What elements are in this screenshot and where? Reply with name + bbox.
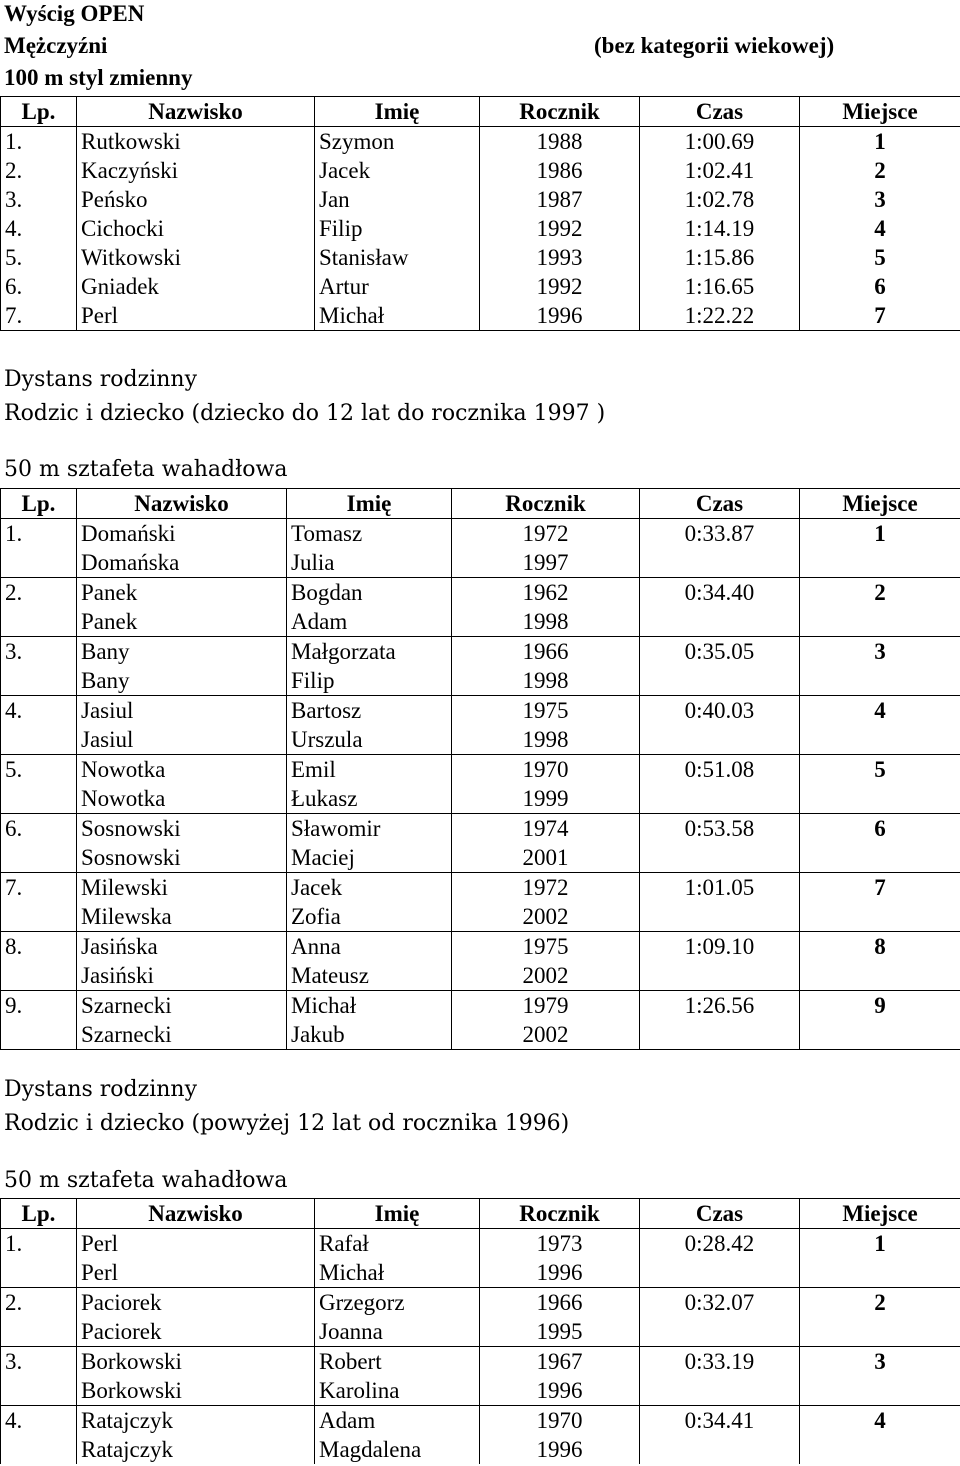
time: 0:35.05 [640, 637, 800, 667]
place-empty [800, 1258, 960, 1288]
lp-empty [1, 1376, 77, 1406]
surname: Witkowski [77, 243, 315, 272]
time-empty [640, 725, 800, 755]
surname-parent: Jasiul [77, 696, 287, 726]
table-row [1, 185, 960, 214]
table-row [1, 1406, 960, 1436]
year-parent: 1966 [480, 1288, 640, 1318]
lp: 1. [1, 1229, 77, 1259]
col-year: Rocznik [480, 97, 640, 127]
lp-empty [1, 784, 77, 814]
lp: 7. [1, 873, 77, 903]
place: 2 [800, 156, 960, 185]
lp-empty [1, 607, 77, 637]
year: 1987 [480, 185, 640, 214]
lp-empty [1, 902, 77, 932]
year-child: 1995 [480, 1317, 640, 1347]
year-child: 1996 [480, 1258, 640, 1288]
time: 0:53.58 [640, 814, 800, 844]
first-name-child: Joanna [315, 1317, 480, 1347]
place: 8 [800, 932, 960, 962]
place: 4 [800, 1406, 960, 1436]
col-name: Imię [315, 1199, 480, 1229]
lp: 5. [1, 243, 77, 272]
year-parent: 1967 [480, 1347, 640, 1377]
lp: 6. [1, 814, 77, 844]
year-parent: 1979 [452, 991, 640, 1021]
first-name: Szymon [315, 127, 480, 157]
first-name: Artur [315, 272, 480, 301]
table-row [1, 156, 960, 185]
time: 0:33.87 [640, 519, 800, 549]
place-empty [800, 1317, 960, 1347]
first-name-child: Zofia [287, 902, 452, 932]
surname-parent: Borkowski [77, 1347, 315, 1377]
year-child: 2002 [452, 961, 640, 991]
place: 2 [800, 1288, 960, 1318]
first-name: Michał [315, 301, 480, 331]
lp: 2. [1, 1288, 77, 1318]
event-title: 100 m styl zmienny [4, 65, 193, 90]
race-title: Wyścig OPEN [4, 1, 145, 26]
category-note: (bez kategorii wiekowej) [594, 33, 835, 58]
table-row-child [1, 725, 960, 755]
col-surname: Nazwisko [77, 1199, 315, 1229]
surname-child: Domańska [77, 548, 287, 578]
place-empty [800, 607, 960, 637]
family1-event: 50 m sztafeta wahadłowa [4, 457, 288, 482]
year-child: 2002 [452, 902, 640, 932]
table-row [1, 991, 960, 1021]
surname-child: Borkowski [77, 1376, 315, 1406]
family1-subtitle: Rodzic i dziecko (dziecko do 12 lat do rocznika 1997 ) [4, 401, 606, 426]
table-row [1, 578, 960, 608]
place: 7 [800, 873, 960, 903]
time-empty [640, 961, 800, 991]
table-row [1, 127, 960, 157]
surname: Cichocki [77, 214, 315, 243]
lp-empty [1, 961, 77, 991]
place-empty [800, 1435, 960, 1464]
col-name: Imię [315, 97, 480, 127]
lp-empty [1, 1317, 77, 1347]
surname-parent: Sosnowski [77, 814, 287, 844]
time: 0:51.08 [640, 755, 800, 785]
time: 1:02.78 [640, 185, 800, 214]
col-lp: Lp. [1, 97, 77, 127]
open-results-table [0, 96, 960, 331]
time: 0:34.41 [640, 1406, 800, 1436]
time: 0:33.19 [640, 1347, 800, 1377]
first-name-parent: Emil [287, 755, 452, 785]
table-row [1, 1288, 960, 1318]
first-name: Filip [315, 214, 480, 243]
lp-empty [1, 843, 77, 873]
time-empty [640, 1376, 800, 1406]
time-empty [640, 843, 800, 873]
year: 1996 [480, 301, 640, 331]
time: 1:16.65 [640, 272, 800, 301]
table-row [1, 696, 960, 726]
first-name-child: Michał [315, 1258, 480, 1288]
surname-parent: Ratajczyk [77, 1406, 315, 1436]
table-row-child [1, 1376, 960, 1406]
surname-child: Nowotka [77, 784, 287, 814]
col-time: Czas [640, 97, 800, 127]
table-row-child [1, 843, 960, 873]
first-name-parent: Rafał [315, 1229, 480, 1259]
time-empty [640, 1435, 800, 1464]
table-row-child [1, 1020, 960, 1050]
year-child: 1999 [452, 784, 640, 814]
surname-child: Ratajczyk [77, 1435, 315, 1464]
first-name-child: Maciej [287, 843, 452, 873]
lp-empty [1, 1435, 77, 1464]
first-name-child: Jakub [287, 1020, 452, 1050]
first-name-parent: Jacek [287, 873, 452, 903]
lp: 1. [1, 127, 77, 157]
lp: 3. [1, 1347, 77, 1377]
place: 3 [800, 1347, 960, 1377]
table-row-child [1, 548, 960, 578]
time: 1:14.19 [640, 214, 800, 243]
year-child: 2002 [452, 1020, 640, 1050]
year: 1992 [480, 272, 640, 301]
year: 1988 [480, 127, 640, 157]
place-empty [800, 725, 960, 755]
first-name-parent: Sławomir [287, 814, 452, 844]
first-name-parent: Bartosz [287, 696, 452, 726]
first-name-child: Łukasz [287, 784, 452, 814]
lp: 7. [1, 301, 77, 331]
surname-child: Sosnowski [77, 843, 287, 873]
place: 1 [800, 127, 960, 157]
table-row [1, 214, 960, 243]
year-parent: 1973 [480, 1229, 640, 1259]
time-empty [640, 607, 800, 637]
first-name-child: Mateusz [287, 961, 452, 991]
surname-child: Bany [77, 666, 287, 696]
table-row [1, 873, 960, 903]
table-row-child [1, 1435, 960, 1464]
first-name-child: Adam [287, 607, 452, 637]
table-row-child [1, 1317, 960, 1347]
lp-empty [1, 1020, 77, 1050]
surname-parent: Domański [77, 519, 287, 549]
surname: Perl [77, 301, 315, 331]
first-name-parent: Małgorzata [287, 637, 452, 667]
time: 0:32.07 [640, 1288, 800, 1318]
col-surname: Nazwisko [77, 489, 287, 519]
lp: 2. [1, 156, 77, 185]
time: 1:26.56 [640, 991, 800, 1021]
year-child: 1997 [452, 548, 640, 578]
surname: Kaczyński [77, 156, 315, 185]
lp: 4. [1, 214, 77, 243]
time: 1:00.69 [640, 127, 800, 157]
year-parent: 1975 [452, 696, 640, 726]
first-name-parent: Michał [287, 991, 452, 1021]
time-empty [640, 784, 800, 814]
surname-child: Paciorek [77, 1317, 315, 1347]
col-surname: Nazwisko [77, 97, 315, 127]
place-empty [800, 902, 960, 932]
table-row-child [1, 607, 960, 637]
family2-subtitle: Rodzic i dziecko (powyżej 12 lat od rocznika 1996) [4, 1111, 570, 1136]
lp: 3. [1, 185, 77, 214]
year-parent: 1975 [452, 932, 640, 962]
col-time: Czas [640, 1199, 800, 1229]
first-name-child: Julia [287, 548, 452, 578]
surname-parent: Jasińska [77, 932, 287, 962]
time: 0:40.03 [640, 696, 800, 726]
year: 1986 [480, 156, 640, 185]
year-child: 1998 [452, 725, 640, 755]
surname: Gniadek [77, 272, 315, 301]
table-row [1, 301, 960, 331]
place: 5 [800, 243, 960, 272]
year-parent: 1972 [452, 519, 640, 549]
family1-table [0, 488, 960, 1050]
table-row [1, 1347, 960, 1377]
surname-parent: Paciorek [77, 1288, 315, 1318]
year-child: 1996 [480, 1435, 640, 1464]
year-child: 1996 [480, 1376, 640, 1406]
table-row-child [1, 902, 960, 932]
family1-title: Dystans rodzinny [4, 367, 198, 392]
surname-child: Perl [77, 1258, 315, 1288]
first-name-parent: Tomasz [287, 519, 452, 549]
time: 0:34.40 [640, 578, 800, 608]
lp: 6. [1, 272, 77, 301]
surname-parent: Bany [77, 637, 287, 667]
first-name-child: Filip [287, 666, 452, 696]
place: 4 [800, 696, 960, 726]
place-empty [800, 784, 960, 814]
lp: 2. [1, 578, 77, 608]
lp: 8. [1, 932, 77, 962]
lp: 9. [1, 991, 77, 1021]
time: 1:02.41 [640, 156, 800, 185]
time: 1:01.05 [640, 873, 800, 903]
year-parent: 1974 [452, 814, 640, 844]
table-row [1, 519, 960, 549]
time-empty [640, 1258, 800, 1288]
table-row-child [1, 1258, 960, 1288]
surname-child: Milewska [77, 902, 287, 932]
col-place: Miejsce [800, 489, 960, 519]
place: 1 [800, 519, 960, 549]
first-name-child: Urszula [287, 725, 452, 755]
first-name-parent: Robert [315, 1347, 480, 1377]
table-row [1, 1229, 960, 1259]
time-empty [640, 902, 800, 932]
col-year: Rocznik [480, 1199, 640, 1229]
family2-event: 50 m sztafeta wahadłowa [4, 1168, 288, 1193]
col-name: Imię [287, 489, 452, 519]
place: 3 [800, 637, 960, 667]
first-name-parent: Anna [287, 932, 452, 962]
surname-parent: Nowotka [77, 755, 287, 785]
year-parent: 1972 [452, 873, 640, 903]
place: 5 [800, 755, 960, 785]
lp: 4. [1, 696, 77, 726]
surname-parent: Perl [77, 1229, 315, 1259]
time: 1:15.86 [640, 243, 800, 272]
time-empty [640, 666, 800, 696]
place: 6 [800, 272, 960, 301]
table-row [1, 814, 960, 844]
place: 1 [800, 1229, 960, 1259]
year-child: 1998 [452, 666, 640, 696]
family2-table [0, 1198, 960, 1464]
col-place: Miejsce [800, 1199, 960, 1229]
time: 1:22.22 [640, 301, 800, 331]
table-row [1, 637, 960, 667]
lp: 5. [1, 755, 77, 785]
surname: Rutkowski [77, 127, 315, 157]
year: 1992 [480, 214, 640, 243]
surname-child: Jasiul [77, 725, 287, 755]
first-name-child: Karolina [315, 1376, 480, 1406]
year: 1993 [480, 243, 640, 272]
lp: 3. [1, 637, 77, 667]
place: 2 [800, 578, 960, 608]
time-empty [640, 1020, 800, 1050]
table-row [1, 932, 960, 962]
place: 3 [800, 185, 960, 214]
col-time: Czas [640, 489, 800, 519]
table-row-child [1, 961, 960, 991]
family2-title: Dystans rodzinny [4, 1077, 198, 1102]
place: 7 [800, 301, 960, 331]
year-parent: 1966 [452, 637, 640, 667]
lp-empty [1, 548, 77, 578]
place: 4 [800, 214, 960, 243]
table-row [1, 755, 960, 785]
surname-parent: Panek [77, 578, 287, 608]
table-row-child [1, 784, 960, 814]
time: 1:09.10 [640, 932, 800, 962]
table-row-child [1, 666, 960, 696]
time: 0:28.42 [640, 1229, 800, 1259]
first-name: Jacek [315, 156, 480, 185]
first-name-child: Magdalena [315, 1435, 480, 1464]
place: 9 [800, 991, 960, 1021]
lp-empty [1, 666, 77, 696]
year-parent: 1962 [452, 578, 640, 608]
place-empty [800, 1376, 960, 1406]
place-empty [800, 548, 960, 578]
year-parent: 1970 [452, 755, 640, 785]
lp-empty [1, 725, 77, 755]
table-row [1, 243, 960, 272]
col-place: Miejsce [800, 97, 960, 127]
lp-empty [1, 1258, 77, 1288]
surname-child: Panek [77, 607, 287, 637]
first-name-parent: Bogdan [287, 578, 452, 608]
place-empty [800, 1020, 960, 1050]
surname-parent: Milewski [77, 873, 287, 903]
first-name-parent: Adam [315, 1406, 480, 1436]
gender-title: Mężczyźni [4, 33, 108, 58]
lp: 4. [1, 1406, 77, 1436]
place-empty [800, 843, 960, 873]
place: 6 [800, 814, 960, 844]
time-empty [640, 548, 800, 578]
time-empty [640, 1317, 800, 1347]
first-name: Stanisław [315, 243, 480, 272]
surname-parent: Szarnecki [77, 991, 287, 1021]
year-child: 2001 [452, 843, 640, 873]
place-empty [800, 666, 960, 696]
col-lp: Lp. [1, 1199, 77, 1229]
place-empty [800, 961, 960, 991]
first-name: Jan [315, 185, 480, 214]
col-lp: Lp. [1, 489, 77, 519]
surname: Peńsko [77, 185, 315, 214]
year-parent: 1970 [480, 1406, 640, 1436]
lp: 1. [1, 519, 77, 549]
col-year: Rocznik [452, 489, 640, 519]
surname-child: Szarnecki [77, 1020, 287, 1050]
first-name-parent: Grzegorz [315, 1288, 480, 1318]
year-child: 1998 [452, 607, 640, 637]
surname-child: Jasiński [77, 961, 287, 991]
table-row [1, 272, 960, 301]
